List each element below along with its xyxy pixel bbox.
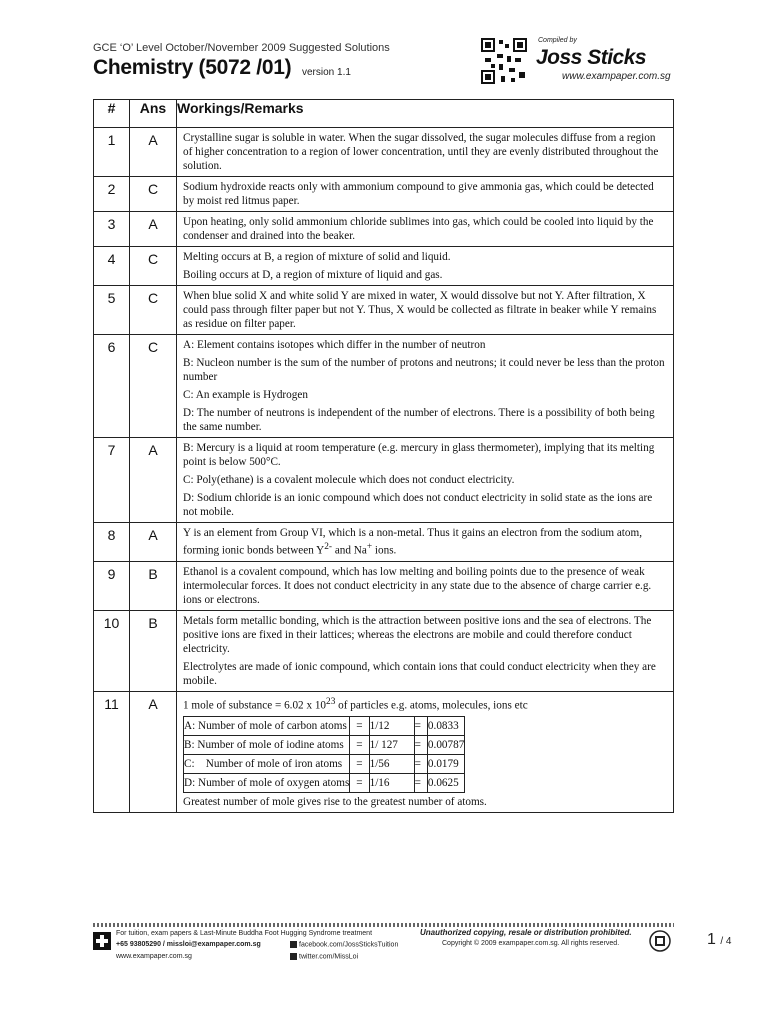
remark-line: Crystalline sugar is soluble in water. When the sugar dissolved, the sugar molecules diffuse from a region of higher concentration to a region of lower concentration, until they are evenly distributed throughout the solution. [183, 132, 659, 172]
question-number: 2 [94, 177, 130, 212]
question-number: 10 [94, 610, 130, 691]
remark-text: and Na [332, 544, 367, 557]
table-row [94, 247, 674, 286]
calc-label: A: Number of mole of carbon atoms [184, 717, 350, 736]
remark-line: C: An example is Hydrogen [183, 389, 308, 401]
remarks-cell [177, 247, 674, 286]
version-label: version 1.1 [302, 67, 351, 78]
page-number [707, 931, 731, 949]
document-subtitle: GCE ‘O’ Level October/November 2009 Suggested Solutions [93, 42, 390, 54]
remarks-cell [177, 610, 674, 691]
table-row [94, 561, 674, 610]
remark-line: Metals form metallic bonding, which is the attraction between positive ions and the sea of electrons. The positive ions are fixed in their lattices; whereas the electrons are mobile and could therefore conduct electricity. [183, 614, 652, 655]
remark-line: B: Mercury is a liquid at room temperature (e.g. mercury in glass thermometer), implying that its melting point is below 500°C. [183, 442, 655, 468]
calc-fraction: 1/12 [369, 717, 414, 736]
document-title: Chemistry (5072 /01) [93, 56, 292, 79]
header-remarks: Workings/Remarks [177, 100, 674, 128]
calc-value: 0.00787 [427, 736, 464, 755]
question-number: 8 [94, 523, 130, 562]
question-number: 5 [94, 286, 130, 335]
qr-code-icon [481, 38, 527, 84]
facebook-icon [290, 941, 297, 948]
charge-superscript: 2- [324, 542, 333, 552]
header-number: # [94, 100, 130, 128]
remarks-cell [177, 212, 674, 247]
calc-label: D: Number of mole of oxygen atoms [184, 774, 350, 793]
question-number: 4 [94, 247, 130, 286]
calc-equals: = [414, 774, 427, 793]
answer-letter: A [130, 212, 177, 247]
remark-line: D: The number of neutrons is independent of the number of electrons. There is a possibility of both being the same number. [183, 407, 655, 433]
remark-line: Ethanol is a covalent compound, which has low melting and boiling points due to the presence of weak intermolecular forces. It does not conduct electricity in any state due to the absence of charge carrier e.g. ions or electrons. [183, 565, 652, 606]
table-row [94, 286, 674, 335]
question-number: 7 [94, 438, 130, 523]
remarks-cell [177, 128, 674, 177]
remarks-cell [177, 177, 674, 212]
calc-label: B: Number of mole of iodine atoms [184, 736, 350, 755]
table-row [94, 438, 674, 523]
calc-value: 0.0179 [427, 755, 464, 774]
calc-row [184, 736, 465, 755]
calc-fraction: 1/56 [369, 755, 414, 774]
exponent-superscript: 23 [326, 696, 336, 707]
calc-equals: = [414, 736, 427, 755]
calc-equals: = [414, 717, 427, 736]
question-number: 9 [94, 561, 130, 610]
remark-line [183, 695, 667, 713]
remark-line: Electrolytes are made of ionic compound, which contain ions that could conduct electricity when they are mobile. [183, 660, 656, 687]
remark-text: 1 mole of substance = 6.02 x 10 [183, 699, 327, 712]
table-row [94, 610, 674, 691]
facebook-link[interactable]: facebook.com/JossSticksTuition [299, 941, 399, 949]
remarks-cell [177, 523, 674, 562]
footer-contact: +65 93805290 / missloi@exampaper.com.sg [116, 941, 261, 948]
calc-value: 0.0625 [427, 774, 464, 793]
remarks-cell [177, 691, 674, 813]
remark-line: Sodium hydroxide reacts only with ammonium compound to give ammonia gas, which could be detected by moist red litmus paper. [183, 181, 654, 207]
answer-letter: C [130, 335, 177, 438]
copyright-notice: Copyright © 2009 exampaper.com.sg. All rights reserved. [442, 940, 620, 947]
calc-fraction: 1/ 127 [369, 736, 414, 755]
question-number: 1 [94, 128, 130, 177]
twitter-icon [290, 953, 297, 960]
answer-letter: A [130, 691, 177, 813]
remarks-cell [177, 286, 674, 335]
footer-tuition-text: For tuition, exam papers & Last-Minute Buddha Foot Hugging Syndrome treatment [116, 930, 373, 937]
calc-label: C: Number of mole of iron atoms [184, 755, 350, 774]
table-row [94, 212, 674, 247]
charge-superscript: + [366, 542, 373, 552]
calc-row [184, 755, 465, 774]
solutions-table [93, 99, 674, 813]
seal-icon [649, 930, 671, 952]
footer-website[interactable]: www.exampaper.com.sg [116, 953, 192, 960]
remark-line: Upon heating, only solid ammonium chloride sublimes into gas, which could be cooled into liquid by the condenser and drained into the beaker. [183, 216, 654, 242]
remark-line: When blue solid X and white solid Y are mixed in water, X would dissolve but not Y. After filtration, X could pass through filter paper but not Y. Thus, X would be collected as filtrate in beaker while Y remains as residue on filter paper. [183, 290, 657, 330]
calc-equals: = [350, 736, 369, 755]
current-page: 1 [707, 931, 716, 948]
calc-fraction: 1/16 [369, 774, 414, 793]
remarks-cell [177, 561, 674, 610]
remarks-cell [177, 335, 674, 438]
remark-line: Boiling occurs at D, a region of mixture of liquid and gas. [183, 269, 443, 281]
calc-equals: = [414, 755, 427, 774]
medical-cross-icon [93, 932, 111, 950]
footer-facebook[interactable] [290, 941, 398, 948]
total-pages: / 4 [720, 936, 732, 947]
remark-line: C: Poly(ethane) is a covalent molecule which does not conduct electricity. [183, 474, 515, 486]
table-row [94, 523, 674, 562]
compiled-by-label: Compiled by [538, 37, 577, 44]
brand-logo: Joss Sticks [536, 46, 647, 69]
table-row [94, 691, 674, 813]
answer-letter: C [130, 177, 177, 212]
calc-equals: = [350, 774, 369, 793]
footer-divider [93, 923, 674, 927]
header-answer: Ans [130, 100, 177, 128]
answer-letter: A [130, 523, 177, 562]
mole-calculations [183, 716, 465, 793]
question-number: 3 [94, 212, 130, 247]
answer-letter: B [130, 561, 177, 610]
calc-equals: = [350, 755, 369, 774]
answer-letter: C [130, 286, 177, 335]
calc-row [184, 774, 465, 793]
remark-line: A: Element contains isotopes which differ in the number of neutron [183, 339, 486, 351]
remarks-cell [177, 438, 674, 523]
copyright-warning: Unauthorized copying, resale or distribution prohibited. [420, 928, 632, 937]
calc-equals: = [350, 717, 369, 736]
answer-letter: C [130, 247, 177, 286]
twitter-link[interactable]: twitter.com/MissLoi [299, 953, 359, 961]
remark-text: Y is an element from Group VI, which is a non-metal. Thus it gains an electron from the sodium atom, forming ionic bonds between Y [183, 527, 643, 557]
answer-letter: A [130, 128, 177, 177]
remark-line: Melting occurs at B, a region of mixture of solid and liquid. [183, 251, 451, 263]
remark-line: B: Nucleon number is the sum of the number of protons and neutrons; it could never be less than the proton number [183, 357, 665, 383]
footer-twitter[interactable] [290, 953, 358, 960]
remark-line: Greatest number of mole gives rise to the greatest number of atoms. [183, 796, 487, 809]
remark-line: D: Sodium chloride is an ionic compound which does not conduct electricity in solid state as the ions are not mobile. [183, 492, 653, 518]
remark-text: of particles e.g. atoms, molecules, ions etc [335, 699, 528, 712]
answer-letter: B [130, 610, 177, 691]
question-number: 6 [94, 335, 130, 438]
table-header-row [94, 100, 674, 128]
table-row [94, 335, 674, 438]
answer-letter: A [130, 438, 177, 523]
brand-url: www.exampaper.com.sg [562, 71, 671, 82]
calc-row [184, 717, 465, 736]
table-row [94, 128, 674, 177]
calc-value: 0.0833 [427, 717, 464, 736]
remark-text: ions. [372, 544, 397, 557]
table-row [94, 177, 674, 212]
remark-line [183, 526, 667, 558]
question-number: 11 [94, 691, 130, 813]
